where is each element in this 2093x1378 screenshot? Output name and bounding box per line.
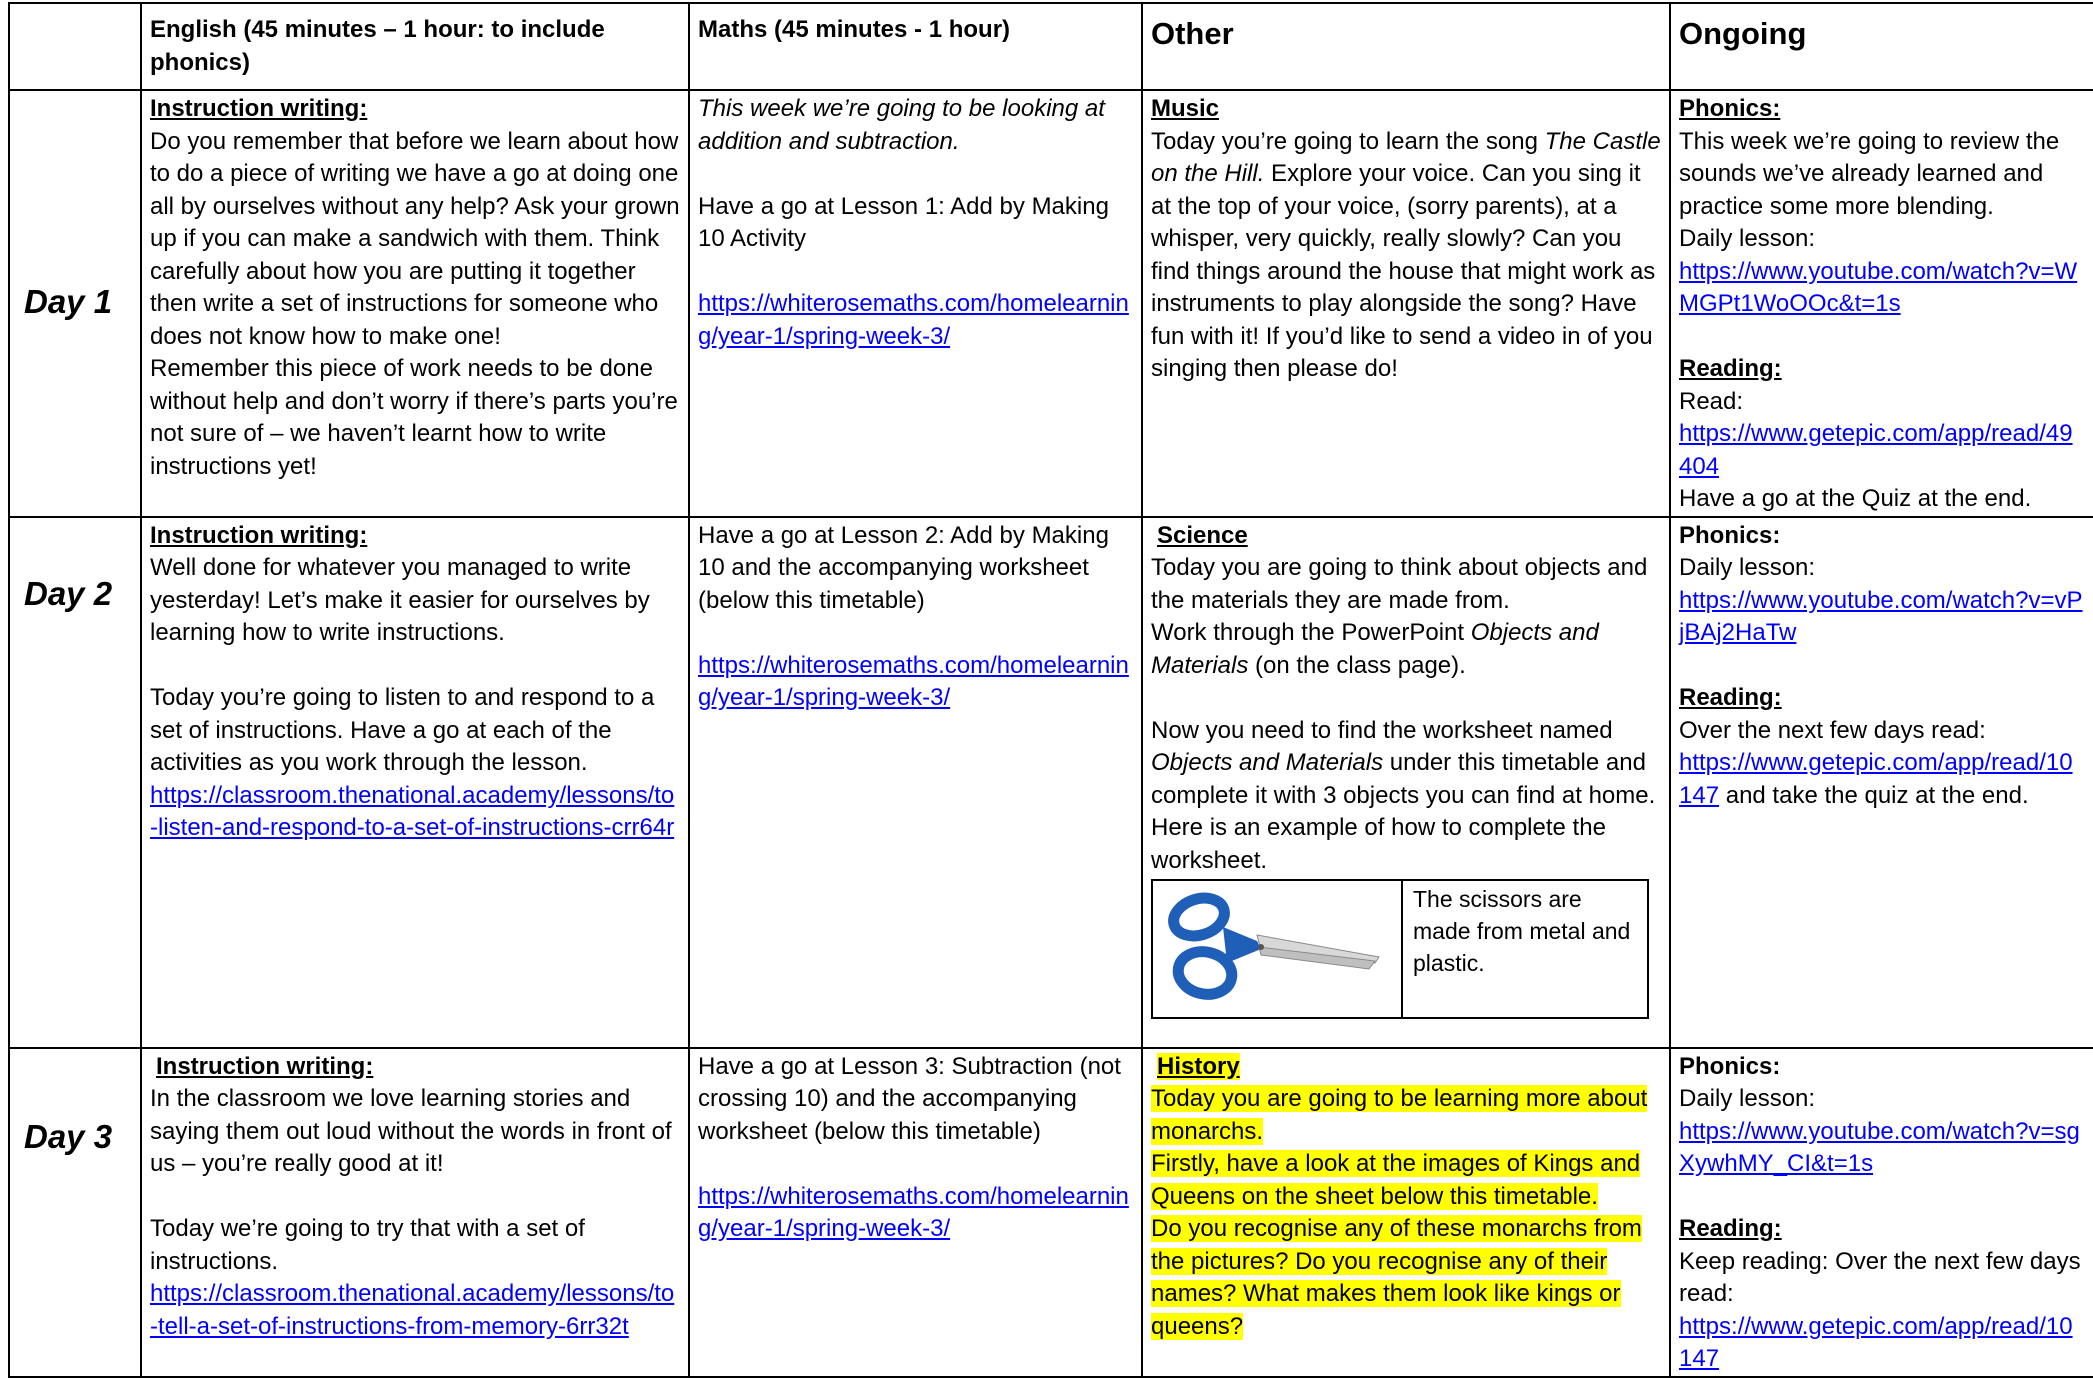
reading-heading: Reading: (1679, 355, 1782, 382)
daily-lesson-label: Daily lesson: (1679, 1085, 1816, 1112)
other-cell (1142, 90, 1670, 517)
reading-heading: Reading: (1679, 1215, 1782, 1242)
maths-cell (689, 90, 1142, 517)
maths-task: Have a go at Lesson 2: Add by Making 10 and the accompanying worksheet (below this timetable) (698, 521, 1109, 614)
other-text-line (1151, 1083, 1661, 1148)
day-row-1 (9, 90, 2093, 517)
reading-heading: Reading: (1679, 684, 1782, 711)
maths-task: Have a go at Lesson 1: Add by Making 10 Activity (698, 192, 1109, 252)
example-text: The scissors are made from metal and plastic. (1402, 880, 1648, 1018)
other-text (1151, 715, 1661, 813)
example-table (1151, 879, 1649, 1019)
other-text: Today you are going to think about objects and the materials they are made from. (1151, 554, 1648, 614)
text-part: Now you need to find the worksheet named (1151, 716, 1613, 744)
maths-link[interactable]: https://whiterosemaths.com/homelearning/year-1/spring-week-3/ (698, 1182, 1129, 1242)
phonics-heading: Phonics: (1679, 1052, 1781, 1080)
text-part: Explore your voice. Can you sing it at the top of your voice, (sorry parents), at a whisper, very quickly, really slowly? Can you find things around the house that might work as instruments to play alongside the song? Have fun with it! If you’d like to send a video in of you singing then please do! (1151, 160, 1656, 382)
header-other: Other (1142, 3, 1670, 90)
corner-cell (9, 3, 141, 90)
header-ongoing: Ongoing (1670, 3, 2093, 90)
timetable (8, 2, 2093, 1378)
english-cell (141, 517, 689, 1048)
other-heading-line (1151, 1051, 1661, 1084)
other-cell (1142, 517, 1670, 1048)
english-text: Remember this piece of work needs to be done without help and don’t worry if there’s parts you’re not sure of – we haven’t learnt how to write instructions yet! (150, 355, 678, 480)
phonics-link[interactable]: https://www.youtube.com/watch?v=WMGPt1WoOOc&t=1s (1679, 257, 2078, 317)
day-label: Day 2 (24, 574, 113, 612)
phonics-text: This week we’re going to review the sounds we’ve already learned and practice some more blending. (1679, 127, 2060, 220)
text-part: Work through the PowerPoint (1151, 619, 1471, 646)
phonics-link[interactable]: https://www.youtube.com/watch?v=sgXywhMY_CI&t=1s (1679, 1117, 2080, 1177)
phonics-heading: Phonics: (1679, 521, 1781, 549)
reading-label: Read: (1679, 387, 1744, 415)
text-part: (on the class page). (1248, 651, 1466, 679)
english-link[interactable]: https://classroom.thenational.academy/lessons/to-tell-a-set-of-instructions-from-memory-6rr32t (150, 1280, 675, 1340)
other-text (1151, 126, 1661, 386)
maths-link[interactable]: https://whiterosemaths.com/homelearning/year-1/spring-week-3/ (698, 651, 1129, 711)
day-row-2 (9, 517, 2093, 1048)
quiz-text: Have a go at the Quiz at the end. (1679, 485, 2032, 512)
english-cell (141, 90, 689, 517)
other-heading: History (1157, 1052, 1240, 1080)
example-image-cell (1152, 880, 1402, 1018)
english-heading: Instruction writing: (150, 95, 368, 122)
english-text: Today we’re going to try that with a set of instructions. (150, 1215, 585, 1275)
daily-lesson-label: Daily lesson: (1679, 225, 1816, 252)
other-text: Here is an example of how to complete the worksheet. (1151, 814, 1606, 874)
english-text: Well done for whatever you managed to write yesterday! Let’s make it easier for ourselves by learning how to write instructions. (150, 554, 650, 646)
english-text: Today you’re going to listen to and respond to a set of instructions. Have a go at each of the activities as you work through the lesson. (150, 684, 655, 776)
english-text: Do you remember that before we learn about how to do a piece of writing we have a go at doing one all by ourselves without any help? Ask your grown up if you can make a sandwich with them. Think carefully about how you are putting it together then write a set of instructions for someone who does not know how to make one! (150, 127, 680, 350)
day-label: Day 1 (24, 283, 113, 320)
header-english: English (45 minutes – 1 hour: to include phonics) (141, 3, 689, 90)
header-maths: Maths (45 minutes - 1 hour) (689, 3, 1142, 90)
ongoing-cell (1670, 1048, 2093, 1377)
resource-title: Objects and Materials (1151, 749, 1384, 776)
reading-link[interactable]: https://www.getepic.com/app/read/10147 (1679, 1312, 2073, 1372)
resource-title: Objects and Materials (1151, 619, 1599, 679)
other-text-line (1151, 1148, 1661, 1213)
phonics-link[interactable]: https://www.youtube.com/watch?v=vPjBAj2HaTw (1679, 586, 2083, 646)
other-heading: Music (1151, 95, 1220, 122)
maths-link[interactable]: https://whiterosemaths.com/homelearning/year-1/spring-week-3/ (698, 290, 1129, 350)
song-title: The Castle on the Hill. (1151, 127, 1661, 187)
english-heading: Instruction writing: (156, 1052, 374, 1080)
scissors-icon (1163, 883, 1389, 1007)
text-part: Today you’re going to learn the song (1151, 127, 1545, 155)
maths-task: Have a go at Lesson 3: Subtraction (not crossing 10) and the accompanying worksheet (below this timetable) (698, 1052, 1121, 1145)
other-text (1151, 617, 1661, 682)
header-row (9, 3, 2093, 90)
other-cell (1142, 1048, 1670, 1377)
other-text: Today you are going to be learning more about monarchs. (1151, 1085, 1648, 1145)
daily-lesson-label: Daily lesson: (1679, 554, 1816, 581)
day-cell (9, 517, 141, 1048)
reading-line (1679, 747, 2085, 812)
english-text: In the classroom we love learning stories and saying them out loud without the words in front of us – you’re really good at it! (150, 1085, 672, 1177)
ongoing-cell (1670, 90, 2093, 517)
english-link[interactable]: https://classroom.thenational.academy/lessons/to-listen-and-respond-to-a-set-of-instructions-crr64r (150, 781, 675, 841)
english-cell (141, 1048, 689, 1377)
reading-label: Over the next few days read: (1679, 716, 1986, 744)
reading-link[interactable]: https://www.getepic.com/app/read/10147 (1679, 749, 2073, 809)
text-part: under this timetable and complete it with 3 objects you can find at home. (1151, 749, 1656, 809)
day-cell (9, 1048, 141, 1377)
day-label: Day 3 (24, 1117, 113, 1155)
reading-after-text: and take the quiz at the end. (1719, 781, 2029, 809)
other-text: Do you recognise any of these monarchs from the pictures? Do you recognise any of their names? What makes them look like kings or queens? (1151, 1215, 1642, 1340)
reading-label: Keep reading: Over the next few days read: (1679, 1247, 2081, 1307)
day-cell (9, 90, 141, 517)
ongoing-cell (1670, 517, 2093, 1048)
english-heading: Instruction writing: (150, 521, 368, 549)
other-heading: Science (1157, 521, 1248, 549)
maths-intro: This week we’re going to be looking at addition and subtraction. (698, 95, 1105, 155)
phonics-heading: Phonics: (1679, 95, 1781, 122)
reading-link[interactable]: https://www.getepic.com/app/read/49404 (1679, 420, 2073, 480)
maths-cell (689, 1048, 1142, 1377)
other-text-line (1151, 1213, 1661, 1343)
maths-cell (689, 517, 1142, 1048)
day-row-3 (9, 1048, 2093, 1377)
other-text: Firstly, have a look at the images of Kings and Queens on the sheet below this timetable. (1151, 1150, 1641, 1210)
